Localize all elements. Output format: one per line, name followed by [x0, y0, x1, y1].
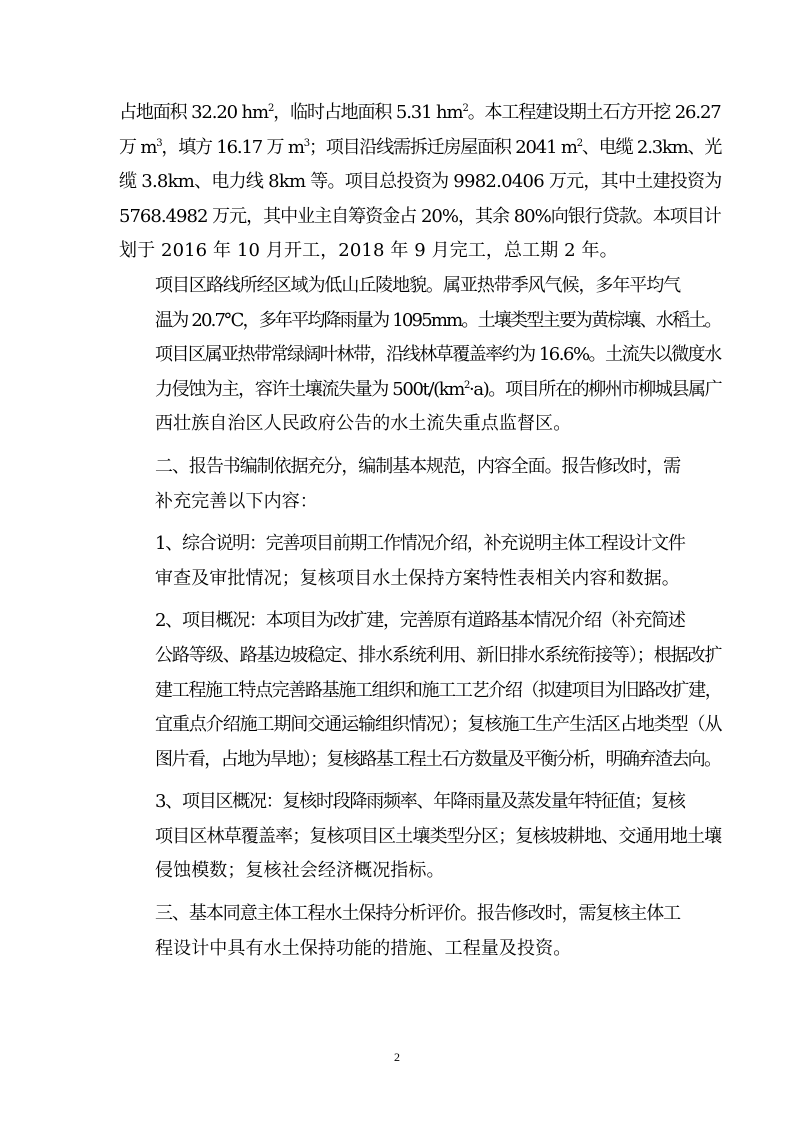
text-run: 。本工程建设期土石方开挖 26.27 [467, 102, 721, 123]
text-run: 温为 20.7℃，多年平均降雨量为 1095mm。土壤类型主要为黄棕壤、水稻土。 [155, 309, 721, 331]
text-run: 补充完善以下内容： [155, 490, 318, 512]
document-body [119, 96, 721, 966]
paragraph-p4 [119, 527, 721, 596]
text-line [119, 304, 721, 339]
text-run: ·a)。项目所在的柳州市柳城县属广 [469, 378, 722, 400]
paragraph-p7 [119, 897, 721, 966]
text-run: 审查及审批情况；复核项目水土保持方案特性表相关内容和数据。 [155, 567, 680, 589]
superscript: 2 [267, 103, 274, 114]
text-run: 5768.4982 万元，其中业主自筹资金占 20%，其余 80%向银行贷款。本项目计 [119, 205, 721, 227]
text-line [119, 131, 721, 166]
text-run: 二、报告书编制依据充分，编制基本规范，内容全面。报告修改时，需 [155, 455, 681, 477]
text-line [119, 785, 721, 820]
page-number: 2 [394, 1050, 400, 1064]
text-run: 项目区林草覆盖率；复核项目区土壤类型分区；复核坡耕地、交通用地土壤 [155, 825, 722, 847]
paragraph-p6 [119, 785, 721, 889]
text-run: 2、项目概况：本项目为改扩建，完善原有道路基本情况介绍（补充简述 [155, 610, 685, 632]
text-run: 三、基本同意主体工程水土保持分析评价。报告修改时，需复核主体工 [155, 903, 681, 925]
text-line [119, 373, 721, 408]
text-line [119, 897, 721, 932]
text-line [119, 708, 721, 743]
text-run: 、电缆 2.3km、光 [581, 136, 722, 158]
superscript: 2 [464, 379, 470, 391]
text-run: 3、项目区概况：复核时段降雨频率、年降雨量及蒸发量年特征值；复核 [155, 791, 685, 813]
superscript: 2 [462, 103, 468, 114]
text-line [119, 338, 721, 373]
text-run: 西壮族自治区人民政府公告的水土流失重点监督区。 [155, 413, 572, 435]
text-run: 项目区属亚热带常绿阔叶林带，沿线林草覆盖率约为 16.6%。土流失以微度水 [155, 344, 721, 366]
superscript: 2 [576, 137, 582, 149]
text-run: 建工程施工特点完善路基施工组织和施工工艺介绍（拟建项目为旧路改扩建， [155, 679, 722, 701]
text-run: 划于 2016 年 10 月开工，2018 年 9 月完工，总工期 2 年。 [119, 240, 618, 262]
superscript: 3 [303, 137, 309, 149]
text-line [119, 407, 721, 442]
paragraph-p1 [119, 96, 721, 269]
text-line [119, 485, 721, 520]
text-line [119, 96, 721, 131]
text-line [119, 932, 721, 967]
text-run: 程设计中具有水土保持功能的措施、工程量及投资。 [155, 937, 572, 959]
text-line [119, 854, 721, 889]
text-line [119, 200, 721, 235]
text-line [119, 527, 721, 562]
text-run: 万 m [119, 136, 157, 158]
paragraph-p2 [119, 269, 721, 442]
text-run: ，临时占地面积 5.31 hm [273, 102, 463, 123]
text-run: 图片看，占地为旱地）；复核路基工程土石方数量及平衡分析，明确弃渣去向。 [155, 748, 721, 770]
text-run: 力侵蚀为主，容许土壤流失量为 500t/(km [155, 378, 465, 400]
text-run: ；项目沿线需拆迁房屋面积 2041 m [308, 136, 577, 158]
text-line [119, 674, 721, 709]
text-line [119, 604, 721, 639]
text-line [119, 450, 721, 485]
text-line [119, 234, 721, 269]
paragraph-p5 [119, 604, 721, 777]
text-line [119, 165, 721, 200]
text-line [119, 820, 721, 855]
superscript: 3 [156, 137, 162, 149]
text-run: 项目区路线所经区域为低山丘陵地貌。属亚热带季风气候，多年平均气 [155, 274, 681, 296]
text-run: 公路等级、路基边坡稳定、排水系统利用、新旧排水系统衔接等）；根据改扩 [155, 644, 722, 666]
paragraph-p3 [119, 450, 721, 519]
text-line [119, 639, 721, 674]
text-run: 缆 3.8km、电力线 8km 等。项目总投资为 9982.0406 万元，其中土建投资为 [119, 171, 722, 193]
text-run: 宜重点介绍施工期间交通运输组织情况）；复核施工生产生活区占地类型（从 [155, 714, 722, 736]
text-line [119, 562, 721, 597]
text-run: 1、综合说明：完善项目前期工作情况介绍，补充说明主体工程设计文件 [155, 533, 685, 555]
text-line [119, 269, 721, 304]
text-run: 占地面积 32.20 hm [119, 102, 268, 123]
text-run: 侵蚀模数；复核社会经济概况指标。 [155, 860, 445, 882]
text-run: ，填方 16.17 万 m [161, 136, 304, 158]
text-line [119, 743, 721, 778]
